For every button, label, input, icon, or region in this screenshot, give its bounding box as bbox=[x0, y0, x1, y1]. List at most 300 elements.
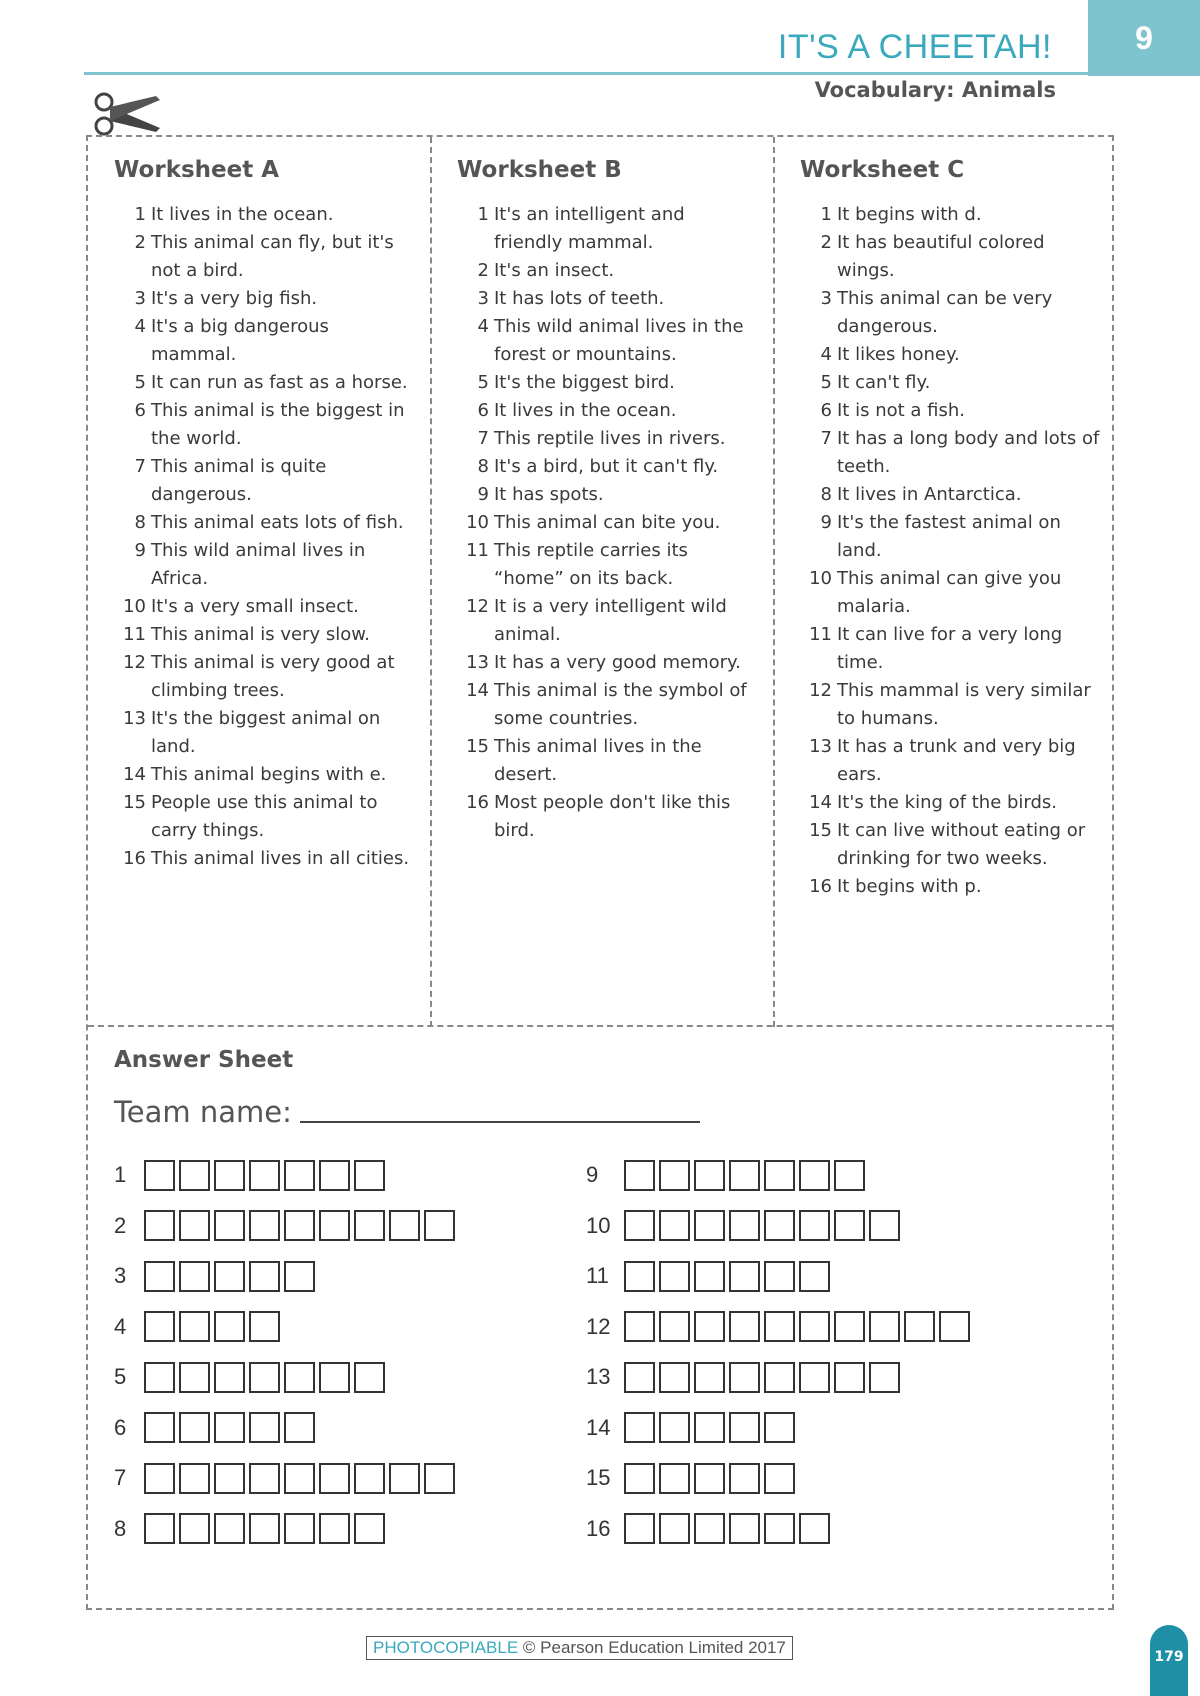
letter-box[interactable] bbox=[729, 1311, 760, 1342]
letter-box[interactable] bbox=[729, 1210, 760, 1241]
letter-box[interactable] bbox=[624, 1311, 655, 1342]
letter-box[interactable] bbox=[764, 1311, 795, 1342]
worksheet-title: Worksheet B bbox=[457, 157, 622, 183]
clue-text: It is a very intelligent wild animal. bbox=[494, 596, 727, 645]
letter-box[interactable] bbox=[659, 1311, 690, 1342]
clue-item bbox=[457, 677, 757, 733]
answer-number: 13 bbox=[586, 1364, 611, 1389]
clue-number: 4 bbox=[477, 316, 489, 337]
letter-box[interactable] bbox=[144, 1160, 175, 1191]
clue-number: 9 bbox=[820, 512, 832, 533]
clue-item bbox=[800, 873, 1100, 901]
letter-box[interactable] bbox=[214, 1261, 245, 1292]
letter-box[interactable] bbox=[284, 1463, 315, 1494]
team-name-field bbox=[114, 1095, 1094, 1129]
letter-box[interactable] bbox=[694, 1210, 725, 1241]
clue-item bbox=[457, 537, 757, 593]
clue-item bbox=[457, 397, 757, 425]
letter-box[interactable] bbox=[764, 1362, 795, 1393]
letter-box[interactable] bbox=[249, 1261, 280, 1292]
letter-box[interactable] bbox=[624, 1210, 655, 1241]
answer-number: 7 bbox=[114, 1465, 127, 1490]
clue-number: 13 bbox=[123, 708, 146, 729]
letter-box[interactable] bbox=[694, 1160, 725, 1191]
letter-box[interactable] bbox=[389, 1463, 420, 1494]
clue-number: 1 bbox=[134, 204, 146, 225]
answer-number: 15 bbox=[586, 1465, 611, 1490]
clue-item bbox=[800, 733, 1100, 789]
clue-text: This animal lives in the desert. bbox=[494, 736, 702, 785]
letter-box[interactable] bbox=[869, 1362, 900, 1393]
clue-text: This animal can give you malaria. bbox=[837, 568, 1062, 617]
clue-number: 6 bbox=[477, 400, 489, 421]
clue-item bbox=[800, 369, 1100, 397]
clue-text: Most people don't like this bird. bbox=[494, 792, 731, 841]
answer-row bbox=[586, 1511, 834, 1547]
clue-item bbox=[800, 201, 1100, 229]
clue-item bbox=[800, 565, 1100, 621]
clue-number: 14 bbox=[123, 764, 146, 785]
clue-number: 15 bbox=[123, 792, 146, 813]
letter-box[interactable] bbox=[659, 1412, 690, 1443]
letter-box[interactable] bbox=[144, 1210, 175, 1241]
letter-box[interactable] bbox=[729, 1412, 760, 1443]
clue-number: 13 bbox=[809, 736, 832, 757]
clue-number: 8 bbox=[134, 512, 146, 533]
letter-box[interactable] bbox=[834, 1160, 865, 1191]
page-subtitle: Vocabulary: Animals bbox=[814, 78, 1056, 102]
clue-number: 4 bbox=[134, 316, 146, 337]
letter-box[interactable] bbox=[214, 1160, 245, 1191]
worksheet-c bbox=[800, 157, 1100, 901]
unit-number-badge: 9 bbox=[1088, 0, 1200, 76]
clue-text: It lives in Antarctica. bbox=[837, 484, 1022, 505]
letter-box[interactable] bbox=[144, 1513, 175, 1544]
clue-text: It's the biggest animal on land. bbox=[151, 708, 381, 757]
clue-text: This mammal is very similar to humans. bbox=[837, 680, 1091, 729]
clue-item bbox=[114, 649, 414, 705]
worksheet-title: Worksheet A bbox=[114, 157, 280, 183]
clue-text: It's a very big fish. bbox=[151, 288, 318, 309]
letter-box[interactable] bbox=[834, 1311, 865, 1342]
clue-list bbox=[800, 201, 1100, 901]
letter-box[interactable] bbox=[284, 1362, 315, 1393]
clue-text: This animal is very good at climbing trees. bbox=[151, 652, 395, 701]
letter-box[interactable] bbox=[389, 1210, 420, 1241]
clue-number: 10 bbox=[809, 568, 832, 589]
clue-text: This animal is the symbol of some countries. bbox=[494, 680, 747, 729]
clue-text: It has lots of teeth. bbox=[494, 288, 665, 309]
clue-item bbox=[114, 509, 414, 537]
answer-number: 9 bbox=[586, 1162, 599, 1187]
letter-box[interactable] bbox=[214, 1463, 245, 1494]
answer-row bbox=[586, 1208, 904, 1244]
letter-box[interactable] bbox=[144, 1412, 175, 1443]
clue-text: It has a trunk and very big ears. bbox=[837, 736, 1076, 785]
worksheet-b bbox=[457, 157, 757, 845]
clue-text: This wild animal lives in Africa. bbox=[151, 540, 366, 589]
letter-box[interactable] bbox=[764, 1261, 795, 1292]
clue-item bbox=[800, 817, 1100, 873]
letter-box[interactable] bbox=[284, 1261, 315, 1292]
clue-number: 11 bbox=[809, 624, 832, 645]
letter-box[interactable] bbox=[144, 1463, 175, 1494]
clue-item bbox=[800, 481, 1100, 509]
clue-list bbox=[114, 201, 414, 873]
clue-text: It can live for a very long time. bbox=[837, 624, 1063, 673]
clue-number: 6 bbox=[820, 400, 832, 421]
clue-item bbox=[457, 733, 757, 789]
clue-item bbox=[114, 229, 414, 285]
clue-text: It has a long body and lots of teeth. bbox=[837, 428, 1100, 477]
letter-box[interactable] bbox=[729, 1261, 760, 1292]
clue-item bbox=[457, 481, 757, 509]
letter-box[interactable] bbox=[249, 1412, 280, 1443]
clue-item bbox=[800, 397, 1100, 425]
page-title: IT'S A CHEETAH! bbox=[777, 28, 1052, 66]
letter-box[interactable] bbox=[214, 1513, 245, 1544]
clue-number: 1 bbox=[477, 204, 489, 225]
answer-number: 10 bbox=[586, 1212, 611, 1238]
clue-number: 10 bbox=[123, 596, 146, 617]
letter-box[interactable] bbox=[284, 1210, 315, 1241]
clue-text: It can't fly. bbox=[837, 372, 931, 393]
clue-item bbox=[114, 761, 414, 789]
clue-number: 3 bbox=[134, 288, 146, 309]
column-divider bbox=[773, 137, 775, 1027]
clue-item bbox=[457, 257, 757, 285]
letter-box[interactable] bbox=[694, 1261, 725, 1292]
clue-text: This animal lives in all cities. bbox=[151, 848, 410, 869]
clue-text: It begins with p. bbox=[837, 876, 982, 897]
letter-box[interactable] bbox=[179, 1261, 210, 1292]
letter-box[interactable] bbox=[799, 1261, 830, 1292]
clue-number: 13 bbox=[466, 652, 489, 673]
clue-item bbox=[457, 789, 757, 845]
letter-box[interactable] bbox=[834, 1210, 865, 1241]
clue-number: 10 bbox=[466, 512, 489, 533]
letter-box[interactable] bbox=[694, 1311, 725, 1342]
letter-box[interactable] bbox=[249, 1463, 280, 1494]
clue-text: People use this animal to carry things. bbox=[151, 792, 378, 841]
answer-number: 1 bbox=[114, 1162, 127, 1187]
clue-item bbox=[800, 677, 1100, 733]
clue-number: 16 bbox=[123, 848, 146, 869]
answer-row bbox=[586, 1460, 799, 1496]
letter-box[interactable] bbox=[249, 1362, 280, 1393]
letter-box[interactable] bbox=[354, 1362, 385, 1393]
worksheet-sheet bbox=[86, 135, 1114, 1610]
clue-number: 6 bbox=[134, 400, 146, 421]
letter-box[interactable] bbox=[799, 1160, 830, 1191]
clue-item bbox=[457, 649, 757, 677]
clue-item bbox=[114, 537, 414, 593]
letter-box[interactable] bbox=[764, 1160, 795, 1191]
letter-box[interactable] bbox=[799, 1362, 830, 1393]
letter-box[interactable] bbox=[144, 1261, 175, 1292]
letter-box[interactable] bbox=[869, 1210, 900, 1241]
clue-number: 14 bbox=[809, 792, 832, 813]
answer-number: 2 bbox=[114, 1212, 127, 1238]
clue-text: It lives in the ocean. bbox=[151, 204, 334, 225]
letter-box[interactable] bbox=[249, 1311, 280, 1342]
photocopiable-label: PHOTOCOPIABLE bbox=[373, 1638, 519, 1657]
clue-number: 5 bbox=[134, 372, 146, 393]
letter-box[interactable] bbox=[694, 1412, 725, 1443]
clue-item bbox=[114, 621, 414, 649]
letter-box[interactable] bbox=[799, 1311, 830, 1342]
answer-row bbox=[114, 1460, 459, 1496]
clue-item bbox=[800, 621, 1100, 677]
clue-text: This animal can be very dangerous. bbox=[837, 288, 1053, 337]
clue-number: 2 bbox=[477, 260, 489, 281]
clue-text: It can run as fast as a horse. bbox=[151, 372, 408, 393]
footer-copyright bbox=[366, 1636, 793, 1660]
answer-row bbox=[114, 1258, 319, 1294]
clue-item bbox=[800, 509, 1100, 565]
letter-box[interactable] bbox=[249, 1160, 280, 1191]
clue-text: This reptile carries its “home” on its back. bbox=[494, 540, 688, 589]
clue-text: It can live without eating or drinking for two weeks. bbox=[837, 820, 1086, 869]
clue-text: It's a big dangerous mammal. bbox=[151, 316, 329, 365]
letter-box[interactable] bbox=[729, 1160, 760, 1191]
letter-box[interactable] bbox=[319, 1210, 350, 1241]
letter-box[interactable] bbox=[624, 1160, 655, 1191]
letter-box[interactable] bbox=[424, 1463, 455, 1494]
letter-box[interactable] bbox=[214, 1311, 245, 1342]
letter-box[interactable] bbox=[624, 1463, 655, 1494]
letter-box[interactable] bbox=[284, 1412, 315, 1443]
clue-text: It's an insect. bbox=[494, 260, 615, 281]
letter-box[interactable] bbox=[694, 1513, 725, 1544]
clue-text: This animal can bite you. bbox=[494, 512, 721, 533]
copyright-text: © Pearson Education Limited 2017 bbox=[522, 1638, 786, 1657]
letter-box[interactable] bbox=[319, 1463, 350, 1494]
clue-item bbox=[800, 789, 1100, 817]
answer-sheet-title: Answer Sheet bbox=[114, 1047, 294, 1073]
clue-number: 9 bbox=[134, 540, 146, 561]
clue-item bbox=[114, 285, 414, 313]
letter-box[interactable] bbox=[179, 1210, 210, 1241]
letter-box[interactable] bbox=[729, 1362, 760, 1393]
page-number: 179 bbox=[1150, 1625, 1188, 1696]
clue-text: It is not a fish. bbox=[837, 400, 965, 421]
letter-box[interactable] bbox=[319, 1362, 350, 1393]
letter-box[interactable] bbox=[214, 1362, 245, 1393]
answer-number: 12 bbox=[586, 1313, 611, 1339]
clue-number: 11 bbox=[466, 540, 489, 561]
clue-list bbox=[457, 201, 757, 845]
clue-number: 16 bbox=[466, 792, 489, 813]
clue-item bbox=[800, 425, 1100, 481]
clue-item bbox=[114, 369, 414, 397]
clue-text: It's the fastest animal on land. bbox=[837, 512, 1061, 561]
clue-item bbox=[800, 229, 1100, 285]
clue-number: 2 bbox=[820, 232, 832, 253]
letter-box[interactable] bbox=[764, 1463, 795, 1494]
letter-box[interactable] bbox=[179, 1513, 210, 1544]
answer-number: 16 bbox=[586, 1515, 611, 1541]
clue-text: It's the biggest bird. bbox=[494, 372, 675, 393]
clue-text: This animal is quite dangerous. bbox=[151, 456, 327, 505]
letter-box[interactable] bbox=[904, 1311, 935, 1342]
letter-box[interactable] bbox=[659, 1362, 690, 1393]
answer-row bbox=[586, 1258, 834, 1294]
letter-box[interactable] bbox=[764, 1412, 795, 1443]
letter-box[interactable] bbox=[144, 1362, 175, 1393]
letter-box[interactable] bbox=[354, 1513, 385, 1544]
letter-box[interactable] bbox=[799, 1210, 830, 1241]
letter-box[interactable] bbox=[624, 1362, 655, 1393]
clue-item bbox=[114, 313, 414, 369]
letter-box[interactable] bbox=[179, 1160, 210, 1191]
letter-box[interactable] bbox=[764, 1210, 795, 1241]
letter-box[interactable] bbox=[624, 1412, 655, 1443]
letter-box[interactable] bbox=[869, 1311, 900, 1342]
clue-number: 12 bbox=[466, 596, 489, 617]
team-name-label: Team name: bbox=[114, 1095, 292, 1129]
letter-box[interactable] bbox=[179, 1362, 210, 1393]
clue-text: It's the king of the birds. bbox=[837, 792, 1058, 813]
clue-item bbox=[457, 425, 757, 453]
letter-box[interactable] bbox=[214, 1412, 245, 1443]
answer-number: 4 bbox=[114, 1313, 127, 1339]
clue-item bbox=[457, 453, 757, 481]
answer-row bbox=[114, 1410, 319, 1446]
clue-item bbox=[114, 705, 414, 761]
letter-box[interactable] bbox=[624, 1513, 655, 1544]
letter-box[interactable] bbox=[354, 1160, 385, 1191]
column-divider bbox=[430, 137, 432, 1027]
clue-text: It's a very small insect. bbox=[151, 596, 359, 617]
letter-box[interactable] bbox=[249, 1210, 280, 1241]
letter-box[interactable] bbox=[179, 1311, 210, 1342]
clue-number: 15 bbox=[809, 820, 832, 841]
answer-number: 3 bbox=[114, 1263, 127, 1288]
clue-number: 3 bbox=[820, 288, 832, 309]
letter-box[interactable] bbox=[319, 1160, 350, 1191]
letter-box[interactable] bbox=[214, 1210, 245, 1241]
clue-text: This animal eats lots of fish. bbox=[151, 512, 404, 533]
clue-item bbox=[114, 201, 414, 229]
letter-box[interactable] bbox=[659, 1513, 690, 1544]
clue-item bbox=[800, 285, 1100, 341]
letter-box[interactable] bbox=[354, 1210, 385, 1241]
clue-number: 16 bbox=[809, 876, 832, 897]
answer-number: 6 bbox=[114, 1414, 127, 1440]
letter-box[interactable] bbox=[659, 1261, 690, 1292]
clue-item bbox=[457, 201, 757, 257]
clue-text: This animal can fly, but it's not a bird. bbox=[151, 232, 394, 281]
clue-number: 3 bbox=[477, 288, 489, 309]
clue-number: 4 bbox=[820, 344, 832, 365]
letter-box[interactable] bbox=[694, 1463, 725, 1494]
section-divider bbox=[88, 1025, 1112, 1027]
letter-box[interactable] bbox=[319, 1513, 350, 1544]
clue-number: 12 bbox=[809, 680, 832, 701]
clue-number: 2 bbox=[134, 232, 146, 253]
answer-row bbox=[114, 1309, 284, 1345]
clue-text: It has spots. bbox=[494, 484, 604, 505]
clue-number: 8 bbox=[477, 456, 489, 477]
clue-number: 7 bbox=[820, 428, 832, 449]
clue-number: 15 bbox=[466, 736, 489, 757]
clue-number: 5 bbox=[477, 372, 489, 393]
clue-text: This animal is the biggest in the world. bbox=[151, 400, 405, 449]
clue-number: 7 bbox=[134, 456, 146, 477]
clue-item bbox=[114, 453, 414, 509]
letter-box[interactable] bbox=[799, 1513, 830, 1544]
answer-sheet bbox=[114, 1047, 1094, 1541]
clue-text: It begins with d. bbox=[837, 204, 982, 225]
clue-item bbox=[457, 313, 757, 369]
clue-text: It's an intelligent and friendly mammal. bbox=[494, 204, 685, 253]
letter-box[interactable] bbox=[694, 1362, 725, 1393]
answer-number: 14 bbox=[586, 1414, 611, 1440]
letter-box[interactable] bbox=[764, 1513, 795, 1544]
clue-text: It's a bird, but it can't fly. bbox=[494, 456, 719, 477]
letter-box[interactable] bbox=[939, 1311, 970, 1342]
letter-box[interactable] bbox=[834, 1362, 865, 1393]
clue-number: 8 bbox=[820, 484, 832, 505]
answer-row bbox=[114, 1208, 459, 1244]
clue-number: 1 bbox=[820, 204, 832, 225]
clue-number: 14 bbox=[466, 680, 489, 701]
letter-box[interactable] bbox=[179, 1463, 210, 1494]
clue-item bbox=[457, 593, 757, 649]
clue-item bbox=[457, 285, 757, 313]
answer-row bbox=[114, 1157, 389, 1193]
letter-box[interactable] bbox=[249, 1513, 280, 1544]
letter-box[interactable] bbox=[729, 1513, 760, 1544]
clue-text: It lives in the ocean. bbox=[494, 400, 677, 421]
letter-box[interactable] bbox=[284, 1160, 315, 1191]
letter-box[interactable] bbox=[284, 1513, 315, 1544]
letter-box[interactable] bbox=[354, 1463, 385, 1494]
clue-item bbox=[114, 397, 414, 453]
clue-item bbox=[800, 341, 1100, 369]
clue-number: 9 bbox=[477, 484, 489, 505]
clue-text: This animal is very slow. bbox=[151, 624, 371, 645]
answer-row bbox=[586, 1309, 974, 1345]
answer-number: 5 bbox=[114, 1364, 127, 1389]
letter-box[interactable] bbox=[659, 1160, 690, 1191]
clue-number: 12 bbox=[123, 652, 146, 673]
letter-box[interactable] bbox=[144, 1311, 175, 1342]
letter-box[interactable] bbox=[624, 1261, 655, 1292]
team-name-line[interactable] bbox=[300, 1119, 700, 1123]
answer-row bbox=[586, 1157, 869, 1193]
clue-text: It likes honey. bbox=[837, 344, 960, 365]
clue-text: This reptile lives in rivers. bbox=[494, 428, 726, 449]
letter-box[interactable] bbox=[179, 1412, 210, 1443]
clue-number: 7 bbox=[477, 428, 489, 449]
answer-row bbox=[586, 1410, 799, 1446]
worksheet-a bbox=[114, 157, 414, 873]
clue-number: 11 bbox=[123, 624, 146, 645]
answer-number: 8 bbox=[114, 1515, 127, 1541]
letter-box[interactable] bbox=[659, 1463, 690, 1494]
answer-row bbox=[114, 1359, 389, 1395]
scissors-icon bbox=[90, 88, 170, 140]
clue-item bbox=[457, 509, 757, 537]
letter-box[interactable] bbox=[424, 1210, 455, 1241]
letter-box[interactable] bbox=[729, 1463, 760, 1494]
letter-box[interactable] bbox=[659, 1210, 690, 1241]
clue-item bbox=[457, 369, 757, 397]
clue-number: 5 bbox=[820, 372, 832, 393]
clue-text: This animal begins with e. bbox=[151, 764, 387, 785]
